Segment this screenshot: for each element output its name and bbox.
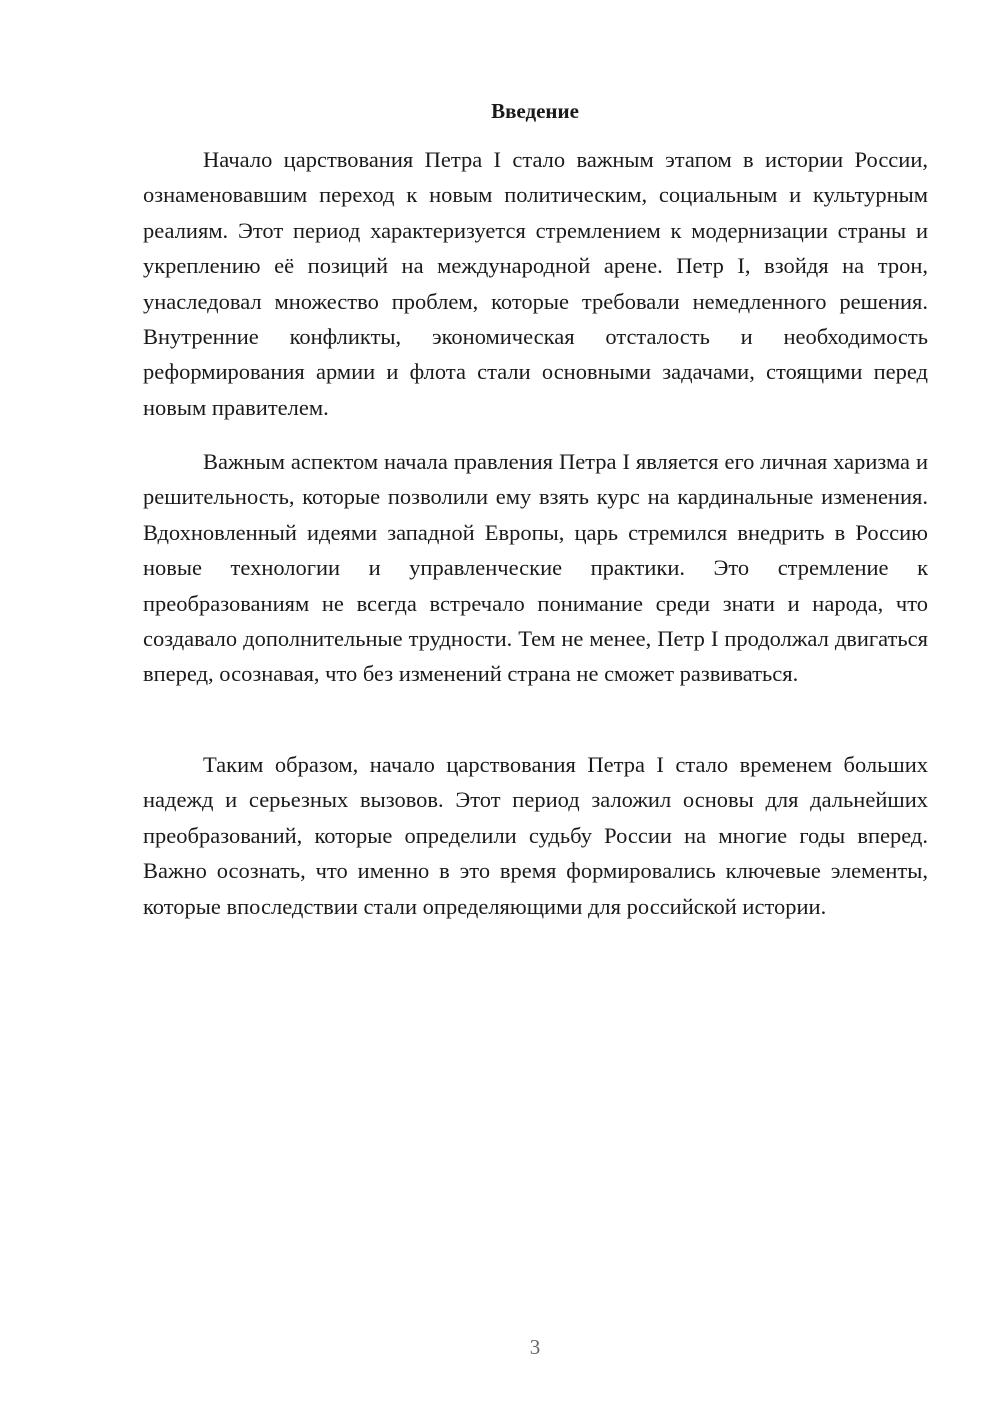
paragraph-1: Начало царствования Петра I стало важным этапом в истории России, ознаменовавшим переход к новым политическим, социальным и культурным реалиям. Этот период характеризуется стремлением к модернизации страны и укреплению её позиций на международной арене. Петр I, взойдя на трон, унаследовал множество проблем, которые требовали немедленного решения. Внутренние конфликты, экономическая отсталость и необходимость реформирования армии и флота стали основными задачами, стоящими перед новым правителем.	[143, 147, 928, 420]
page-number: 3	[529, 1335, 541, 1359]
paragraph-2: Важным аспектом начала правления Петра I является его личная харизма и решительность, которые позволили ему взять курс на кардинальные изменения. Вдохновленный идеями западной Европы, царь стремился внедрить в Россию новые технологии и управленческие практики. Это стремление к преобразованиям не всегда встречало понимание среди знати и народа, что создавало дополнительные трудности. Тем не менее, Петр I продолжал двигаться вперед, осознавая, что без изменений страна не сможет развиваться.	[143, 449, 928, 687]
section-heading: Введение	[491, 99, 579, 123]
paragraph-3: Таким образом, начало царствования Петра I стало временем больших надежд и серьезных вызовов. Этот период заложил основы для дальнейших преобразований, которые определили судьбу России на многие годы вперед. Важно осознать, что именно в это время формировались ключевые элементы, которые впоследствии стали определяющими для российской истории.	[143, 752, 928, 919]
